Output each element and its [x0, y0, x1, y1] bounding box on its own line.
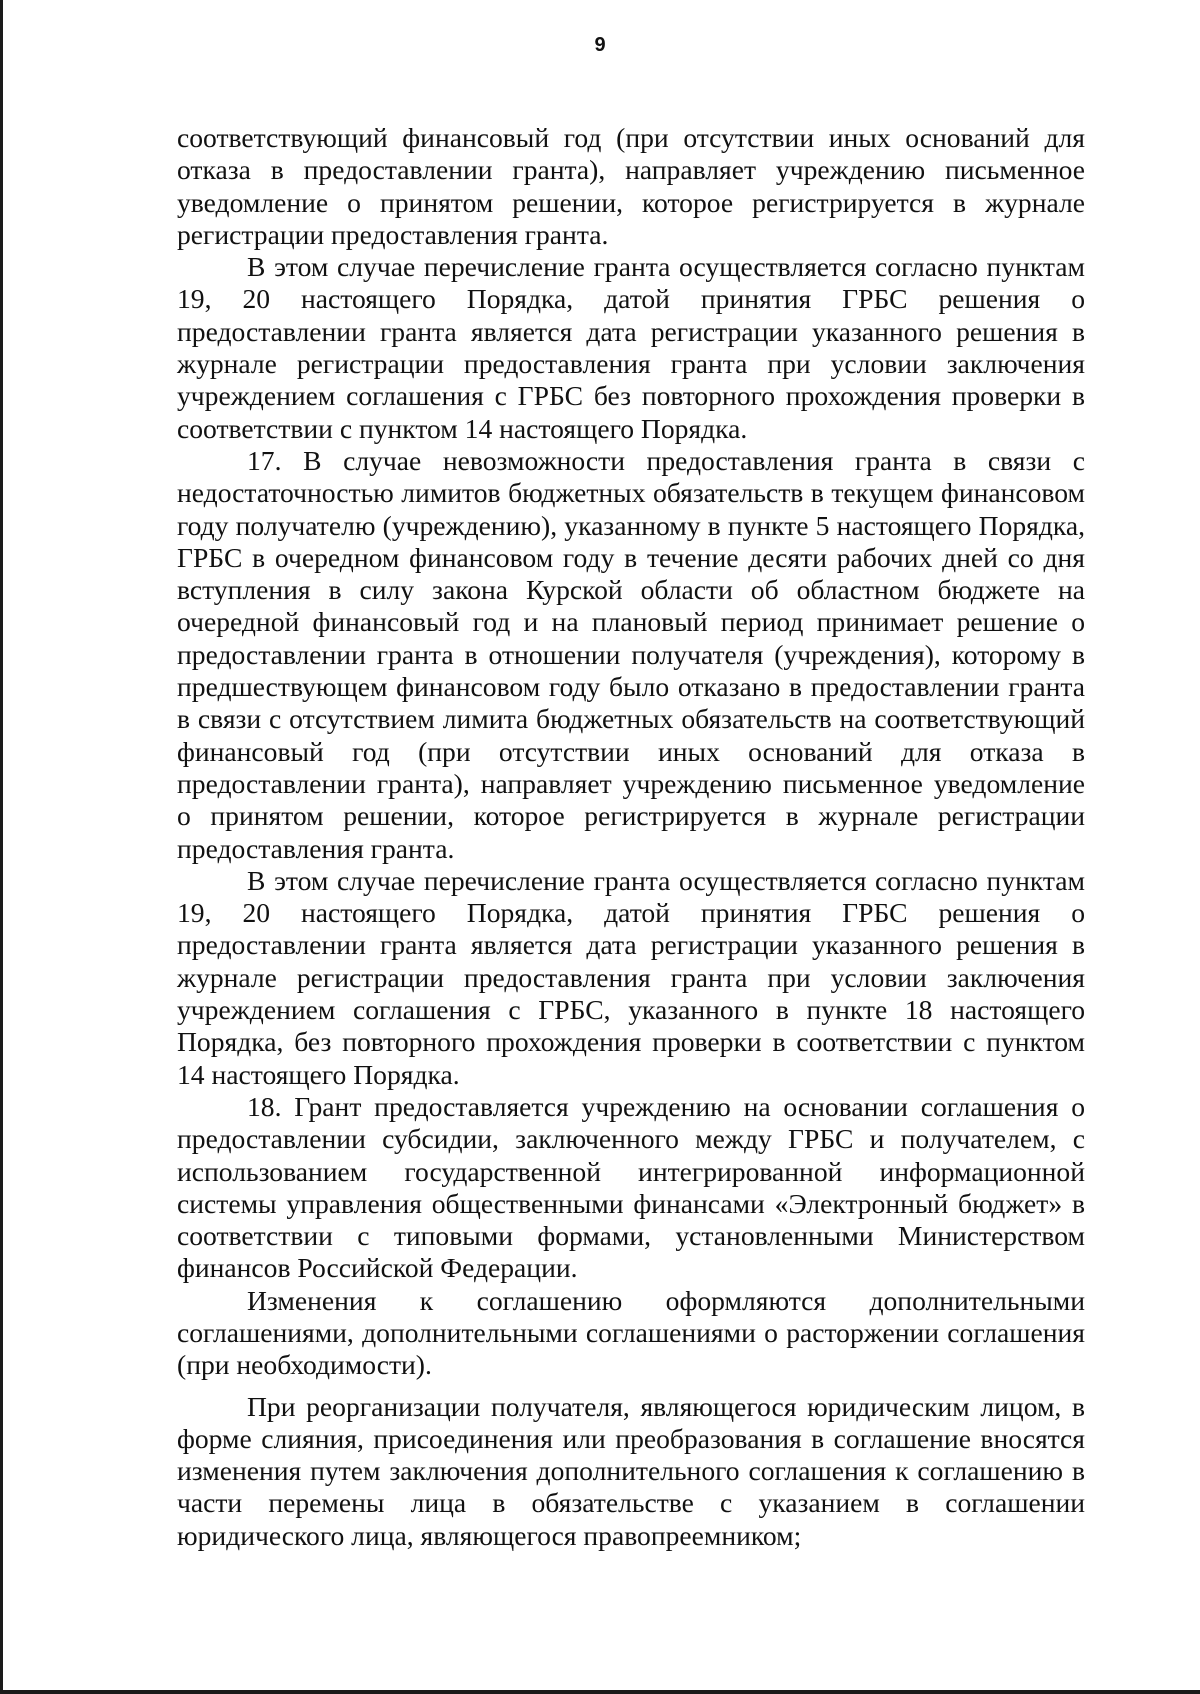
paragraph-item-17: 17. В случае невозможности предоставления гранта в связи с недостаточностью лимитов бюджетных обязательств в текущем финансовом году получателю (учреждению), указанному в пункте 5 настоящего Порядка, ГРБС в очередном финансовом году в течение десяти рабочих дней со дня вступления в силу закона Курской области об областном бюджете на очередной финансовый год и на плановый период принимает решение о предоставлении гранта в отношении получателя (учреждения), которому в предшествующем финансовом году было отказано в предоставлении гранта в связи с отсутствием лимита бюджетных обязательств на соответствующий финансовый год (при отсутствии иных оснований для отказа в предоставлении гранта), направляет учреждению письменное уведомление о принятом решении, которое регистрируется в журнале регистрации предоставления гранта. [177, 444, 1085, 864]
scan-bottom-edge [0, 1690, 1200, 1694]
paragraph: Изменения к соглашению оформляются дополнительными соглашениями, дополнительными соглашениями о расторжении соглашения (при необходимости). [177, 1284, 1085, 1381]
paragraph-continuation: соответствующий финансовый год (при отсутствии иных оснований для отказа в предоставлении гранта), направляет учреждению письменное уведомление о принятом решении, которое регистрируется в журнале регистрации предоставления гранта. [177, 122, 1085, 250]
page-number: 9 [594, 34, 606, 56]
document-body [177, 122, 1085, 1552]
paragraph-item-18: 18. Грант предоставляется учреждению на основании соглашения о предоставлении субсидии, заключенного между ГРБС и получателем, с использованием государственной интегрированной информационной системы управления общественными финансами «Электронный бюджет» в соответствии с типовыми формами, установленными Министерством финансов Российской Федерации. [177, 1090, 1085, 1284]
paragraph: В этом случае перечисление гранта осуществляется согласно пунктам 19, 20 настоящего Порядка, датой принятия ГРБС решения о предоставлении гранта является дата регистрации указанного решения в журнале регистрации предоставления гранта при условии заключения учреждением соглашения с ГРБС без повторного прохождения проверки в соответствии с пунктом 14 настоящего Порядка. [177, 251, 1085, 444]
scan-left-edge [0, 0, 3, 1694]
paragraph: В этом случае перечисление гранта осуществляется согласно пунктам 19, 20 настоящего Порядка, датой принятия ГРБС решения о предоставлении гранта является дата регистрации указанного решения в журнале регистрации предоставления гранта при условии заключения учреждением соглашения с ГРБС, указанного в пункте 18 настоящего Порядка, без повторного прохождения проверки в соответствии с пунктом 14 настоящего Порядка. [177, 864, 1085, 1090]
paragraph: При реорганизации получателя, являющегося юридическим лицом, в форме слияния, присоединения или преобразования в соглашение вносятся изменения путем заключения дополнительного соглашения к соглашению в части перемены лица в обязательстве с указанием в соглашении юридического лица, являющегося правопреемником; [177, 1390, 1085, 1551]
